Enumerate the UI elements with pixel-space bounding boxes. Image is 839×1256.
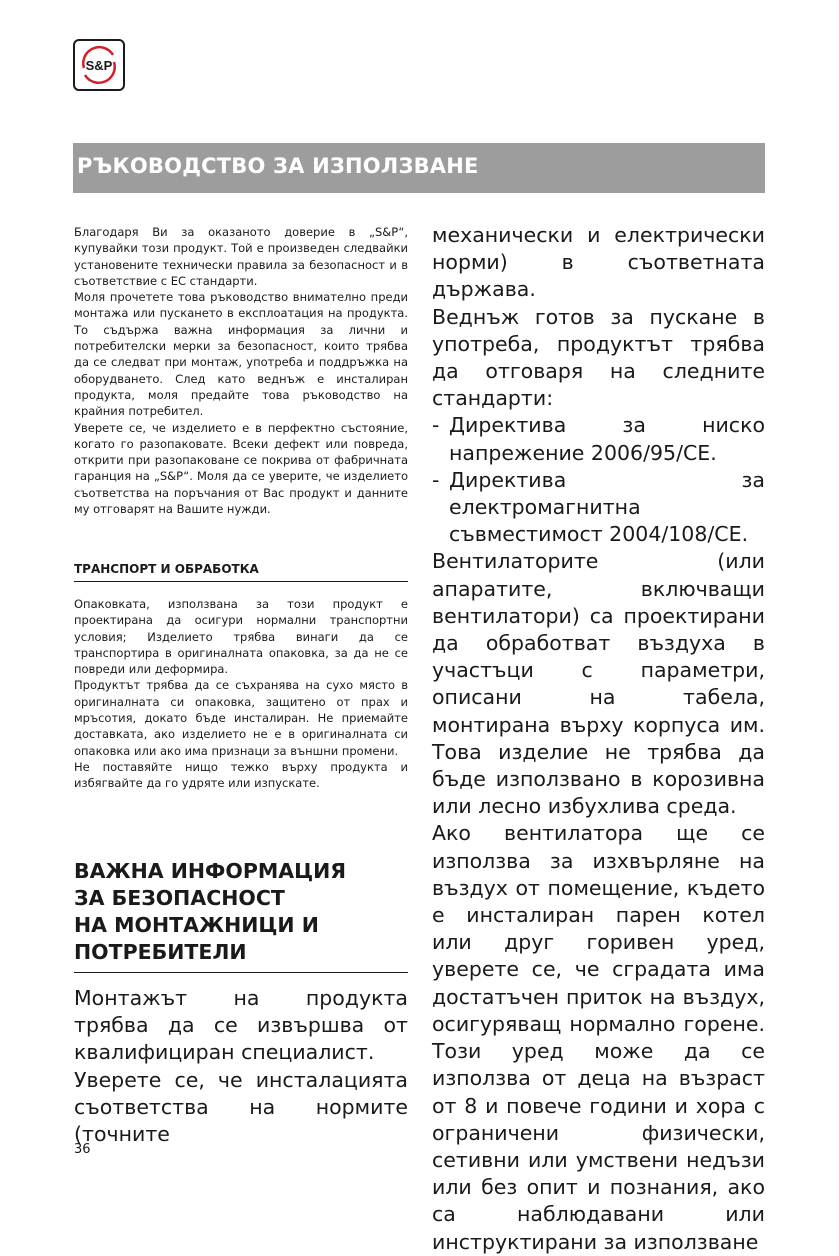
transport-paragraph: Продуктът трябва да се съхранява на сухо място в оригиналната си опаковка, защитено от прах и мръсотия, докато бъде инсталиран. Не приемайте доставката, ако изделието не е в оригиналната си опаковка или ако има признаци за външни промени. — [74, 678, 408, 758]
right-paragraph: механически и електрически норми) в съответната държава. — [432, 223, 765, 302]
transport-section — [74, 596, 408, 792]
safety-heading-line: ЗА БЕЗОПАСНОСТ — [74, 886, 285, 910]
transport-paragraph: Не поставяйте нищо тежко върху продукта и избягвайте да го удряте или изпускате. — [74, 759, 408, 791]
safety-heading — [74, 858, 408, 973]
page-number: 36 — [74, 1142, 91, 1157]
list-item: - Директива за ниско напрежение 2006/95/CE. — [432, 412, 765, 466]
safety-heading-line: НА МОНТАЖНИЦИ И — [74, 913, 319, 937]
manual-title-banner — [73, 143, 765, 193]
right-paragraph: Веднъж готов за пускане в употреба, продуктът трябва да отговаря на следните стандарти: — [432, 304, 765, 411]
safety-section — [74, 985, 408, 1148]
intro-paragraph: Благодаря Ви за оказаното доверие в „S&P“, купувайки този продукт. Той е произведен следвайки установените технически правила за безопасност и в съответствие с ЕС стандарти. — [74, 225, 408, 288]
intro-paragraph: Уверете се, че изделието е в перфектно състояние, когато го разопаковате. Всеки дефект или повреда, открити при разопаковане се покрива от фабричната гаранция на „S&P“. Моля да се уверите, че изделието съответства на поръчания от Вас продукт и данните му отговарят на Вашите нужди. — [74, 420, 408, 517]
safety-heading-line: ВАЖНА ИНФОРМАЦИЯ — [74, 859, 347, 883]
safety-heading-line: ПОТРЕБИТЕЛИ — [74, 940, 247, 964]
safety-paragraph: Монтажът на продукта трябва да се извършва от квалифициран специалист. — [74, 986, 408, 1065]
transport-heading: ТРАНСПОРТ И ОБРАБОТКА — [74, 562, 408, 582]
right-column — [432, 222, 765, 1256]
list-item: - Директива за електромагнитна съвместимост 2004/108/CE. — [432, 467, 765, 549]
standards-list — [432, 412, 765, 548]
brand-logo — [73, 39, 125, 91]
page-title: РЪКОВОДСТВО ЗА ИЗПОЛЗВАНЕ — [77, 154, 479, 178]
transport-paragraph: Опаковката, използвана за този продукт е проектирана да осигури нормални транспортни условия; Изделието трябва винаги да се транспортира в оригиналната опаковка, за да не се повреди или деформира. — [74, 597, 408, 677]
intro-section — [74, 224, 408, 517]
sp-logo-icon — [75, 41, 123, 89]
intro-paragraph: Моля прочетете това ръководство внимателно преди монтажа или пускането в експлоатация на продукта. То съдържа важна информация за лични и потребителски мерки за безопасност, които трябва да се следват при монтаж, употреба и поддръжка на оборудването. След като веднъж е инсталиран продукта, моля предайте това ръководство на крайния потребител. — [74, 290, 408, 419]
svg-text:S&P: S&P — [85, 58, 113, 73]
right-paragraph: Ако вентилатора ще се използва за изхвърляне на въздух от помещение, където е инсталиран парен котел или друг горивен уред, уверете се, че сградата има достатъчен приток на въздух, осигуряващ нормално горене. Този уред може да се използва от деца на възраст от 8 и повече години и хора с ограничени физически, сетивни или умствени недъзи или без опит и познания, ако са наблюдавани или инструктирани за използване — [432, 821, 765, 1254]
safety-paragraph: Уверете се, че инсталацията съответства на нормите (точните — [74, 1067, 408, 1147]
right-paragraph: Вентилаторите (или апаратите, включващи вентилатори) са проектирани да обработват въздуха в участъци с параметри, описани на табела, монтирана върху корпуса им. Това изделие не трябва да бъде използвано в корозивна или лесно избухлива среда. — [432, 549, 765, 819]
